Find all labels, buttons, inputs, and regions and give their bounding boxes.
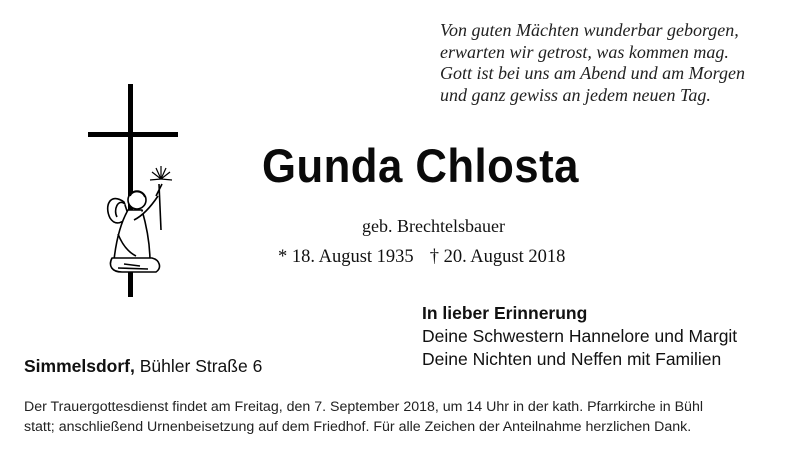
death-date: † 20. August 2018 — [429, 247, 566, 267]
poem-line: und ganz gewiss an jedem neuen Tag. — [440, 84, 711, 105]
service-line: Der Trauergottesdienst findet am Freitag, den 7. September 2018, um 14 Uhr in der kath. Pfarrkirche in Bühl — [24, 399, 703, 415]
address — [24, 356, 262, 377]
life-dates — [278, 247, 565, 268]
poem — [440, 20, 790, 106]
poem-line: Gott ist bei uns am Abend und am Morgen — [440, 63, 745, 83]
birth-name: geb. Brechtelsbauer — [362, 216, 505, 236]
mourners-line: Deine Schwestern Hannelore und Margit — [422, 326, 738, 346]
cross-with-angel-icon — [88, 84, 183, 299]
mourners-block — [422, 302, 737, 371]
address-street: Bühler Straße 6 — [139, 356, 263, 376]
angel-figure — [108, 184, 162, 272]
mourners-heading: In lieber Erinnerung — [422, 303, 588, 323]
birth-date: * 18. August 1935 — [278, 247, 414, 267]
service-line: statt; anschließend Urnenbeisetzung auf dem Friedhof. Für alle Zeichen der Anteilnahme herzlichen Dank. — [24, 419, 692, 435]
cross-horizontal-beam — [88, 132, 178, 137]
candle-glow — [150, 166, 172, 180]
service-notice — [24, 397, 784, 437]
deceased-name: Gunda Chlosta — [262, 139, 579, 192]
address-town: Simmelsdorf, — [24, 356, 135, 376]
poem-line: erwarten wir getrost, was kommen mag. — [440, 41, 729, 62]
mourners-line: Deine Nichten und Neffen mit Familien — [422, 349, 722, 369]
poem-line: Von guten Mächten wunderbar geborgen, — [440, 20, 739, 40]
